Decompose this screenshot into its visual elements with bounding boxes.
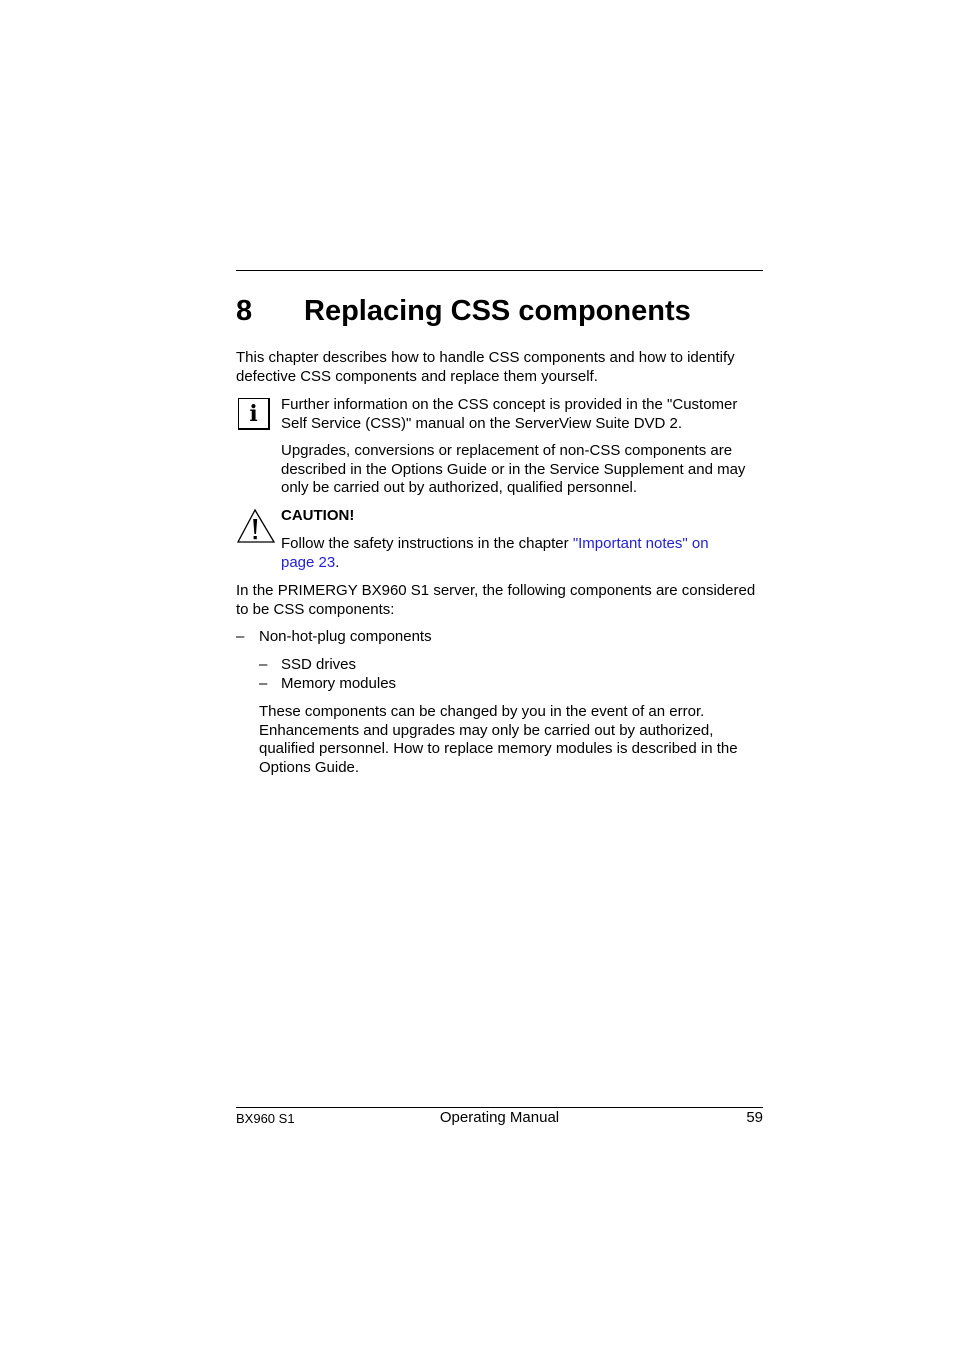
intro-line: defective CSS components and replace them yourself. — [236, 367, 598, 385]
description-line: Enhancements and upgrades may only be carried out by authorized, — [259, 721, 714, 739]
description-line: These components can be changed by you in the event of an error. — [259, 703, 705, 720]
info-line: only be carried out by authorized, qualified personnel. — [281, 479, 638, 496]
important-notes-link[interactable]: "Important notes" on — [572, 535, 709, 552]
intro-line: This chapter describes how to handle CSS components and how to identify — [236, 349, 735, 366]
page-number: 59 — [746, 1109, 763, 1126]
top-rule — [236, 270, 763, 271]
intro-paragraph — [236, 349, 735, 386]
info-icon: i — [238, 398, 270, 430]
sublist-item-ssd: SSD drives — [281, 656, 357, 673]
info-line: Further information on the CSS concept is provided in the "Customer — [281, 396, 738, 413]
warning-icon — [236, 508, 276, 544]
info-line: Self Service (CSS)" manual on the ServerView Suite DVD 2. — [281, 414, 683, 432]
list-description — [259, 703, 738, 777]
caution-text-before: Follow the safety instructions in the chapter — [281, 535, 573, 552]
footer-title: Operating Manual — [439, 1109, 560, 1126]
caution-text — [281, 535, 709, 572]
info-paragraph-1 — [281, 396, 737, 433]
components-intro-line: to be CSS components: — [236, 600, 395, 618]
list-dash: – — [236, 628, 245, 645]
info-paragraph-2 — [281, 442, 745, 498]
footer-model: BX960 S1 — [236, 1111, 295, 1126]
info-line: described in the Options Guide or in the Service Supplement and may — [281, 460, 746, 478]
description-line: qualified personnel. How to replace memory modules is described in the — [259, 740, 738, 757]
chapter-title: Replacing CSS components — [304, 295, 691, 327]
caution-heading: CAUTION! — [281, 507, 355, 524]
list-item: Non-hot-plug components — [259, 628, 432, 645]
sublist-dash: – — [259, 675, 268, 692]
components-intro-line: In the PRIMERGY BX960 S1 server, the following components are considered — [236, 582, 756, 599]
chapter-number: 8 — [236, 295, 253, 327]
components-intro — [236, 582, 755, 619]
important-notes-link-page[interactable]: page 23 — [281, 553, 336, 571]
caution-text-after: . — [335, 553, 340, 571]
sublist-dash: – — [259, 656, 268, 673]
footer-rule — [236, 1107, 763, 1108]
sublist-item-memory: Memory modules — [281, 675, 397, 692]
description-line: Options Guide. — [259, 758, 360, 776]
info-line: Upgrades, conversions or replacement of non-CSS components are — [281, 442, 733, 459]
